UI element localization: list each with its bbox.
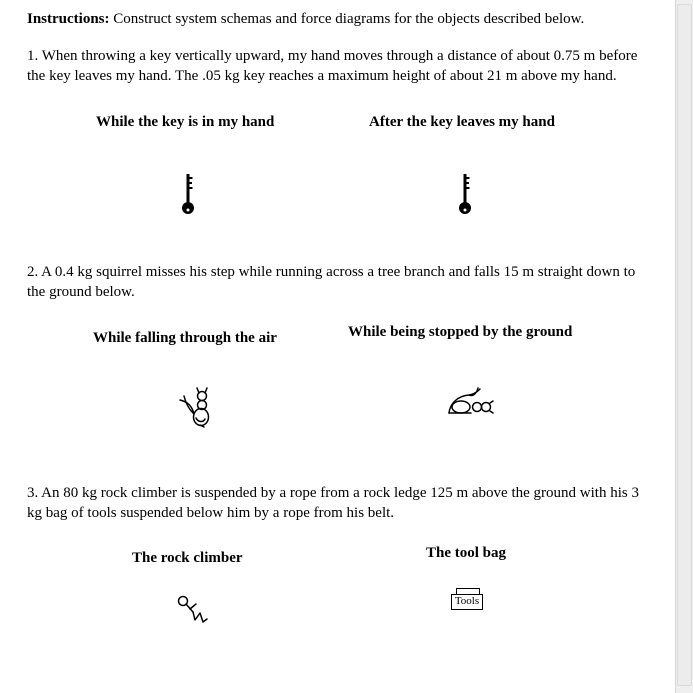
- landed-squirrel-icon: [447, 386, 495, 416]
- question-2-text: 2. A 0.4 kg squirrel misses his step while running across a tree branch and falls 15 m straight down to the ground below.: [27, 264, 636, 300]
- q1-right-label: After the key leaves my hand: [369, 114, 555, 130]
- question-3-text: 3. An 80 kg rock climber is suspended by a rope from a rock ledge 125 m above the ground with his 3 kg bag of tools suspended below him by a rope from his belt.: [27, 485, 639, 521]
- instructions-label: Instructions:: [27, 11, 110, 27]
- instructions: [27, 9, 647, 29]
- rock-climber-icon: [176, 595, 210, 625]
- falling-squirrel-icon: [176, 384, 212, 428]
- q1-left-label: While the key is in my hand: [96, 114, 275, 130]
- q2-left-label: While falling through the air: [93, 330, 277, 346]
- scrollbar-thumb[interactable]: [677, 4, 692, 686]
- q3-left-label: The rock climber: [132, 550, 243, 566]
- key-icon: [457, 172, 473, 216]
- tool-bag-label: Tools: [451, 594, 483, 610]
- tool-bag-icon: [451, 588, 485, 612]
- q2-right-label: While being stopped by the ground: [348, 324, 573, 340]
- key-icon: [180, 172, 196, 216]
- instructions-text: Construct system schemas and force diagrams for the objects described below.: [109, 11, 585, 27]
- q3-right-label: The tool bag: [426, 545, 507, 561]
- question-1-text: 1. When throwing a key vertically upward, my hand moves through a distance of about 0.75 m before the key leaves my hand. The .05 kg key reaches a maximum height of about 21 m above my hand.: [27, 48, 638, 84]
